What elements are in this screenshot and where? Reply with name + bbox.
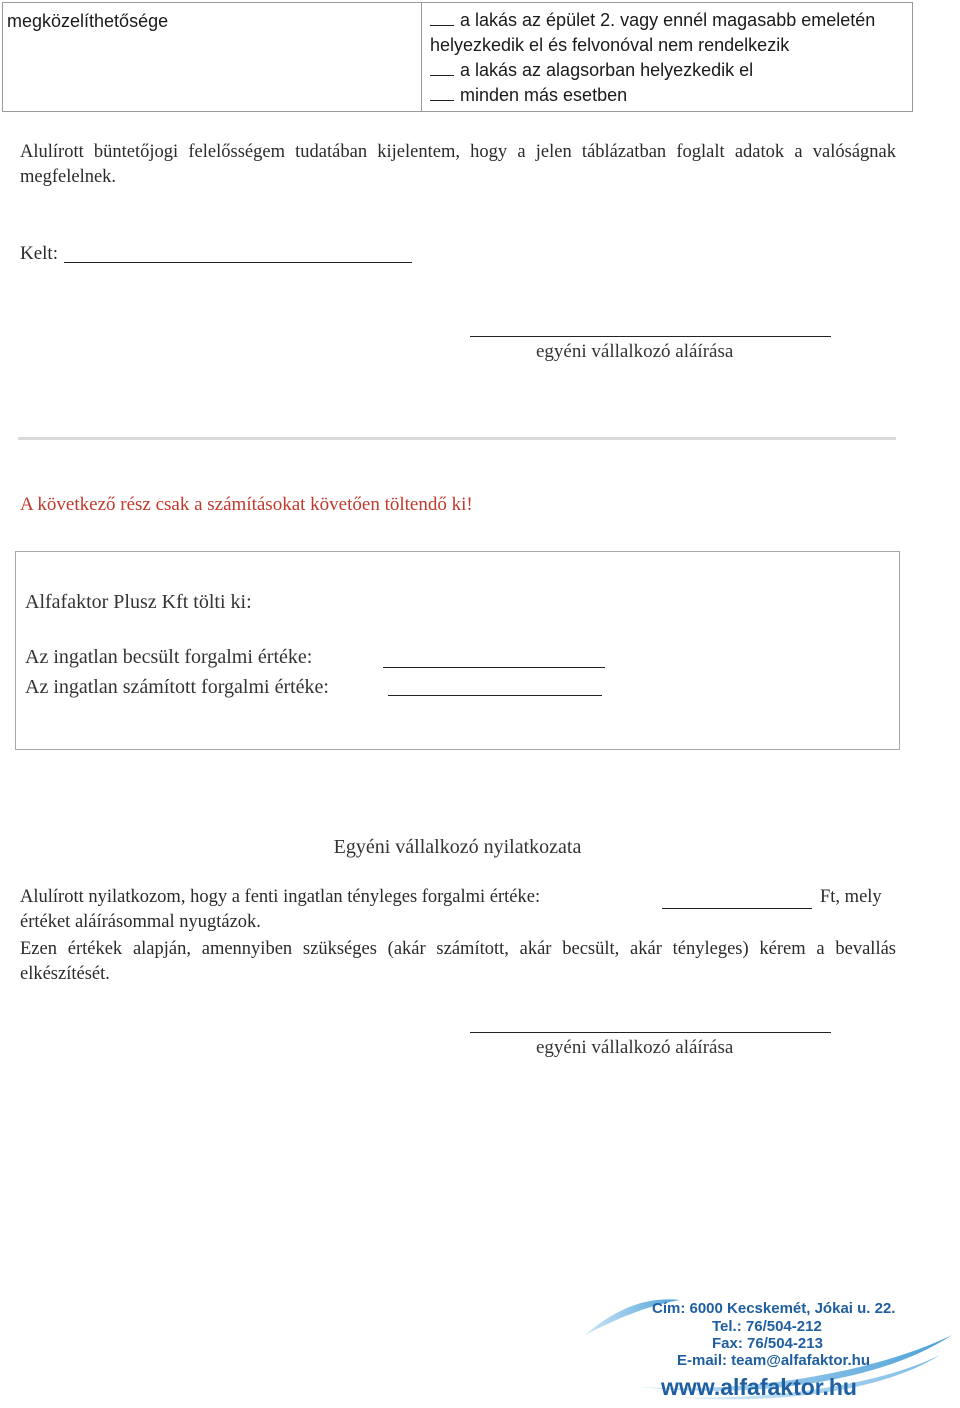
footer-tel: Tel.: 76/504-212 [712,1318,822,1335]
option-blank[interactable] [430,84,454,101]
statement-line-2: értéket aláírásommal nyugtázok. [20,912,261,932]
section-divider [18,437,896,440]
option-other[interactable]: minden más esetben [430,83,627,108]
alfafaktor-box [15,551,900,750]
kelt-date-field[interactable] [64,262,412,263]
statement-heading: Egyéni vállalkozó nyilatkozata [333,836,582,858]
estimated-value-field[interactable] [383,667,605,668]
kelt-label: Kelt: [20,243,58,264]
declaration-text: Alulírott büntetőjogi felelősségem tudatában kijelentem, hogy a jelen táblázatban foglalt adatok a valóságnak megfelelnek. [20,142,896,187]
option-upper-floor[interactable]: a lakás az épület 2. vagy ennél magasabb emeletén [430,8,875,33]
signature-line-2[interactable] [470,1032,831,1033]
statement-line-1b: Ft, mely [820,887,882,907]
calculated-value-field[interactable] [388,695,602,696]
footer-website[interactable]: www.alfafaktor.hu [661,1374,857,1400]
footer-address: Cím: 6000 Kecskemét, Jókai u. 22. [652,1300,896,1317]
actual-value-field[interactable] [662,908,812,909]
option-blank[interactable] [430,59,454,76]
footer-email[interactable]: E-mail: team@alfafaktor.hu [677,1352,871,1369]
signature-label-2: egyéni vállalkozó aláírása [536,1037,734,1058]
statement-line-3: Ezen értékek alapján, amennyiben szükséges (akár számított, akár becsült, akár tényleges) kérem a bevallás elkészítését. [20,939,896,984]
option-basement[interactable]: a lakás az alagsorban helyezkedik el [430,58,753,83]
signature-line-1[interactable] [470,336,831,337]
option-blank[interactable] [430,9,454,26]
calculated-value-label: Az ingatlan számított forgalmi értéke: [25,676,329,698]
table-label: megközelíthetősége [7,11,169,31]
box-title: Alfafaktor Plusz Kft tölti ki: [25,591,252,613]
table-label-cell [3,3,422,111]
signature-label-1: egyéni vállalkozó aláírása [536,341,734,362]
fill-later-notice: A következő rész csak a számításokat követően töltendő ki! [20,494,473,515]
estimated-value-label: Az ingatlan becsült forgalmi értéke: [25,646,313,668]
option-upper-floor-cont: helyezkedik el és felvonóval nem rendelkezik [430,35,790,55]
footer-fax: Fax: 76/504-213 [712,1335,823,1352]
statement-line-1a: Alulírott nyilatkozom, hogy a fenti ingatlan tényleges forgalmi értéke: [20,887,541,907]
